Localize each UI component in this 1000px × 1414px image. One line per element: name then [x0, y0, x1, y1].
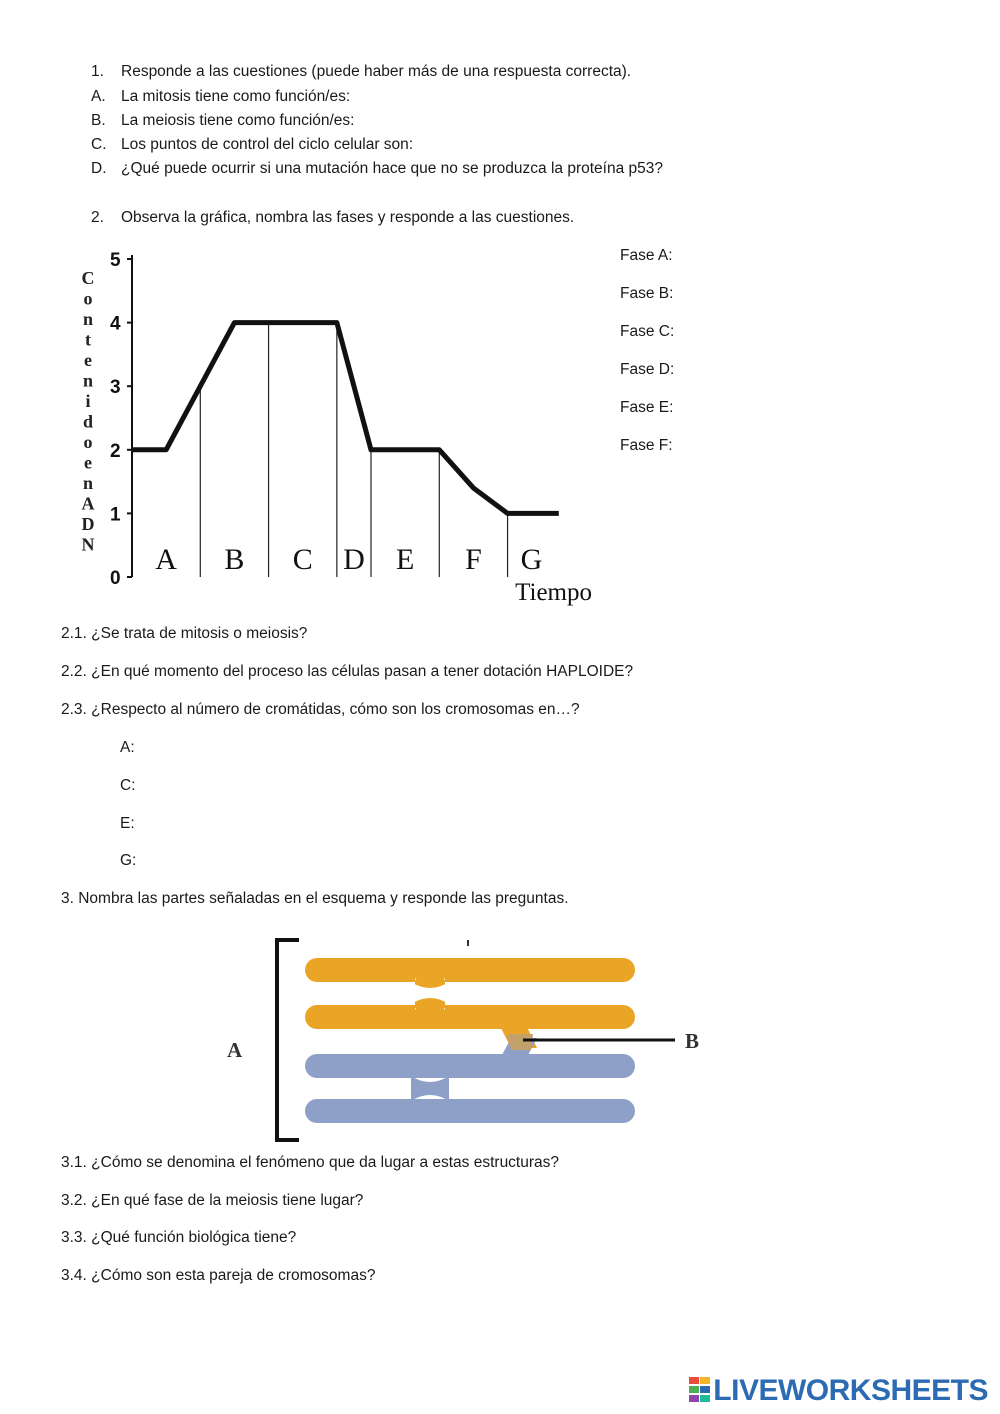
q1-item-text: La meiosis tiene como función/es: — [121, 112, 355, 129]
q3-2-text: 3.2. ¿En qué fase de la meiosis tiene lugar? — [61, 1192, 364, 1209]
y-axis-label-letter: e — [84, 452, 92, 473]
phase-label-e: E — [395, 543, 415, 576]
q1-item-letter: D. — [91, 160, 107, 177]
q3-1-text: 3.1. ¿Cómo se denomina el fenómeno que da lugar a estas estructuras? — [61, 1154, 560, 1171]
q3-text: 3. Nombra las partes señaladas en el esquema y responde las preguntas. — [61, 890, 569, 907]
chromosome-diagram — [215, 930, 725, 1150]
phase-prompt-c: Fase C: — [620, 323, 675, 340]
bracket-a — [277, 940, 299, 1140]
phase-label-a: A — [155, 543, 177, 576]
phase-prompt-b: Fase B: — [620, 285, 674, 302]
phase-label-c: C — [292, 543, 313, 576]
phase-label-g: G — [520, 543, 543, 576]
phase-label-f: F — [465, 543, 482, 576]
y-axis-label-letter: n — [82, 370, 94, 391]
y-axis-label-letter: e — [84, 350, 92, 370]
q2-text: Observa la gráfica, nombra las fases y responde a las cuestiones. — [121, 209, 575, 226]
y-tick-label: 5 — [110, 250, 121, 271]
phase-prompt-e: Fase E: — [620, 399, 674, 416]
q1-item-letter: A. — [91, 88, 106, 105]
y-axis-label-letter: N — [81, 534, 95, 555]
q2-3-item-a: A: — [120, 739, 135, 756]
q1-item-text: La mitosis tiene como función/es: — [121, 88, 351, 105]
q1-text: Responde a las cuestiones (puede haber más de una respuesta correcta). — [121, 63, 632, 80]
q2-3-item-g: G: — [120, 852, 137, 869]
dna-content-chart — [70, 240, 610, 610]
q3-3-text: 3.3. ¿Qué función biológica tiene? — [61, 1229, 297, 1246]
label-a: A — [227, 1038, 243, 1062]
q2-3-text: 2.3. ¿Respecto al número de cromátidas, cómo son los cromosomas en…? — [61, 701, 580, 718]
crossover-overlap — [507, 1034, 533, 1050]
centromere-blue — [411, 1076, 449, 1101]
y-axis-label-letter: o — [83, 432, 93, 452]
chromatid-orange-2 — [305, 1005, 635, 1029]
q2-2-text: 2.2. ¿En qué momento del proceso las células pasan a tener dotación HAPLOIDE? — [61, 663, 634, 680]
chromatid-blue-1 — [305, 1054, 635, 1078]
y-tick-label: 3 — [110, 377, 121, 399]
q2-3-item-e: E: — [120, 815, 135, 832]
y-axis-label-letter: A — [81, 493, 95, 514]
liveworksheets-logo-icon — [689, 1377, 711, 1403]
q1-item-text: Los puntos de control del ciclo celular son: — [121, 136, 414, 153]
q2-3-item-c: C: — [120, 777, 136, 794]
y-tick-label: 1 — [110, 504, 121, 526]
phase-prompt-d: Fase D: — [620, 361, 675, 378]
y-axis-label-letter: n — [82, 309, 94, 329]
q2-number: 2. — [91, 209, 104, 226]
y-tick-label: 2 — [110, 440, 121, 462]
phase-prompt-f: Fase F: — [620, 437, 673, 454]
dna-series-line — [132, 323, 559, 514]
chromatid-orange-1 — [305, 958, 635, 982]
y-axis-label-letter: i — [85, 391, 91, 411]
phase-label-b: B — [224, 543, 245, 576]
label-b: B — [685, 1029, 700, 1053]
phase-prompt-a: Fase A: — [620, 247, 673, 264]
q1-item-letter: B. — [91, 112, 106, 129]
liveworksheets-logo-text: LIVEWORKSHEETS — [713, 1374, 988, 1407]
q1-item-letter: C. — [91, 136, 107, 153]
phase-label-d: D — [343, 543, 365, 576]
q1-number: 1. — [91, 63, 104, 80]
x-axis-label: Tiempo — [515, 579, 592, 606]
y-axis-label-letter: t — [85, 329, 91, 350]
q3-4-text: 3.4. ¿Cómo son esta pareja de cromosomas? — [61, 1267, 376, 1284]
y-tick-label: 0 — [110, 568, 121, 589]
liveworksheets-logo — [689, 1374, 988, 1408]
y-axis-label-letter: C — [81, 268, 95, 288]
y-axis-label-letter: d — [82, 411, 94, 432]
chromatid-blue-2 — [305, 1099, 635, 1123]
y-axis-label-letter: o — [83, 288, 93, 309]
y-axis-label-letter: D — [81, 514, 95, 534]
q1-item-text: ¿Qué puede ocurrir si una mutación hace que no se produzca la proteína p53? — [121, 160, 663, 177]
q2-1-text: 2.1. ¿Se trata de mitosis o meiosis? — [61, 625, 308, 642]
y-tick-label: 4 — [110, 313, 121, 335]
y-axis-label-letter: n — [82, 473, 94, 493]
